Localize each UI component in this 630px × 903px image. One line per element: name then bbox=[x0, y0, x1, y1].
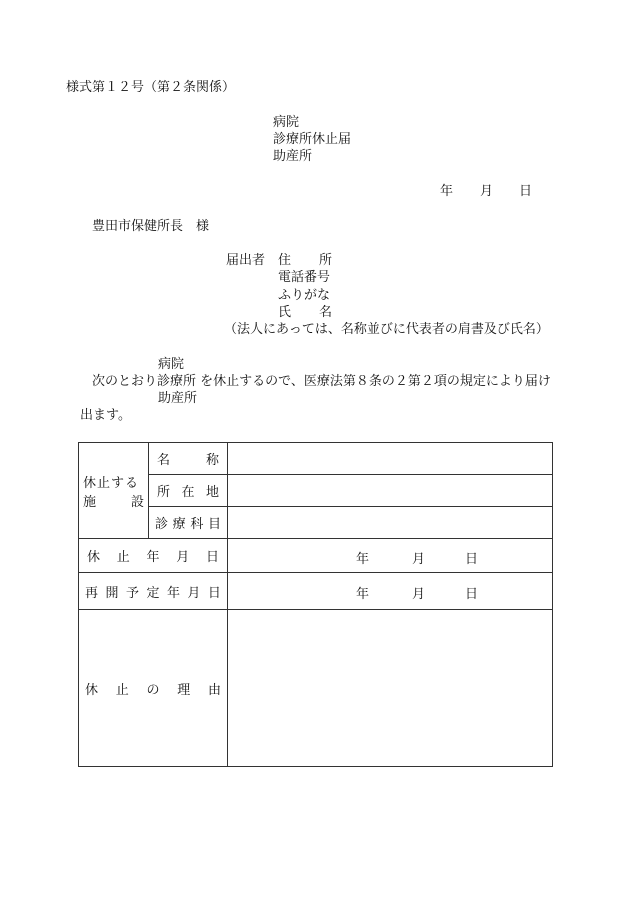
suspend-char-4: 月 bbox=[176, 550, 190, 565]
body-main-sentence: 次のとおり診療所 を休止するので、医療法第８条の２第２項の規定により届け bbox=[92, 374, 551, 389]
reopen-date-label bbox=[79, 573, 228, 610]
suspend-char-3: 年 bbox=[146, 550, 160, 565]
name-char-1: 名 bbox=[157, 453, 171, 468]
departments-field[interactable] bbox=[228, 507, 553, 539]
facility-char-1: 施 bbox=[83, 494, 97, 510]
reason-label bbox=[79, 610, 228, 767]
applicant-label: 届出者 bbox=[226, 253, 266, 268]
facility-location-field[interactable] bbox=[228, 475, 553, 507]
dept-char-1: 診 bbox=[155, 517, 169, 532]
title-clinic-suspension: 診療所休止届 bbox=[273, 132, 352, 147]
dept-char-3: 科 bbox=[190, 517, 204, 532]
title-hospital: 病院 bbox=[273, 115, 300, 130]
body-hospital: 病院 bbox=[158, 357, 185, 372]
dept-char-4: 目 bbox=[207, 517, 221, 532]
addressee: 豊田市保健所長 様 bbox=[92, 219, 210, 234]
reopen-char-1: 再 bbox=[85, 585, 99, 601]
body-midwifery: 助産所 bbox=[158, 391, 198, 406]
suspend-date-field[interactable] bbox=[228, 539, 553, 573]
dept-char-2: 療 bbox=[172, 517, 186, 532]
suspension-form-table bbox=[78, 442, 553, 767]
reopen-char-2: 開 bbox=[105, 585, 119, 601]
suspend-char-2: 止 bbox=[116, 550, 130, 565]
location-char-3: 地 bbox=[205, 485, 219, 500]
phone-label: 電話番号 bbox=[278, 270, 331, 285]
form-number: 様式第１２号（第２条関係） bbox=[66, 80, 236, 95]
reopen-day-unit: 日 bbox=[465, 587, 479, 602]
location-char-1: 所 bbox=[157, 485, 171, 500]
facility-group-line1: 休止する bbox=[83, 475, 140, 491]
address-label-1: 住 bbox=[278, 253, 292, 268]
reopen-char-6: 月 bbox=[187, 585, 201, 601]
suspend-year-unit: 年 bbox=[356, 551, 370, 567]
suspend-day-unit: 日 bbox=[465, 551, 479, 567]
suspend-date-label bbox=[79, 539, 228, 573]
reason-char-4: 理 bbox=[177, 682, 191, 698]
reopen-date-field[interactable] bbox=[228, 573, 553, 610]
reopen-char-4: 定 bbox=[146, 585, 160, 601]
address-label-2: 所 bbox=[319, 253, 333, 268]
suspend-month-unit: 月 bbox=[412, 551, 426, 567]
furigana-label: ふりがな bbox=[278, 288, 331, 303]
reason-char-3: の bbox=[146, 682, 160, 698]
facility-group-label bbox=[79, 443, 149, 539]
facility-name-field[interactable] bbox=[228, 443, 553, 475]
suspend-char-5: 日 bbox=[205, 550, 219, 565]
date-month: 月 bbox=[480, 184, 494, 199]
date-day: 日 bbox=[519, 184, 533, 199]
facility-location-label bbox=[149, 475, 228, 507]
date-year: 年 bbox=[440, 184, 454, 199]
facility-group-line2 bbox=[83, 491, 144, 510]
reason-char-5: 由 bbox=[207, 682, 221, 698]
reopen-char-3: 予 bbox=[125, 585, 139, 601]
reason-char-2: 止 bbox=[115, 682, 129, 698]
reopen-month-unit: 月 bbox=[412, 587, 426, 602]
body-end: 出ます。 bbox=[80, 408, 131, 423]
facility-name-label bbox=[149, 443, 228, 475]
location-char-2: 在 bbox=[181, 485, 195, 500]
reason-char-1: 休 bbox=[85, 682, 99, 698]
name-char-2: 称 bbox=[205, 453, 219, 468]
reason-field[interactable] bbox=[228, 610, 553, 767]
facility-char-2: 設 bbox=[130, 494, 144, 510]
corporate-note: （法人にあっては、名称並びに代表者の肩書及び氏名） bbox=[224, 322, 549, 337]
reopen-char-5: 年 bbox=[166, 585, 180, 601]
name-label-2: 名 bbox=[319, 305, 333, 320]
title-midwifery: 助産所 bbox=[273, 149, 313, 164]
departments-label bbox=[149, 507, 228, 539]
reopen-char-7: 日 bbox=[207, 585, 221, 601]
reopen-year-unit: 年 bbox=[356, 587, 370, 602]
suspend-char-1: 休 bbox=[87, 550, 101, 565]
name-label-1: 氏 bbox=[278, 305, 292, 320]
